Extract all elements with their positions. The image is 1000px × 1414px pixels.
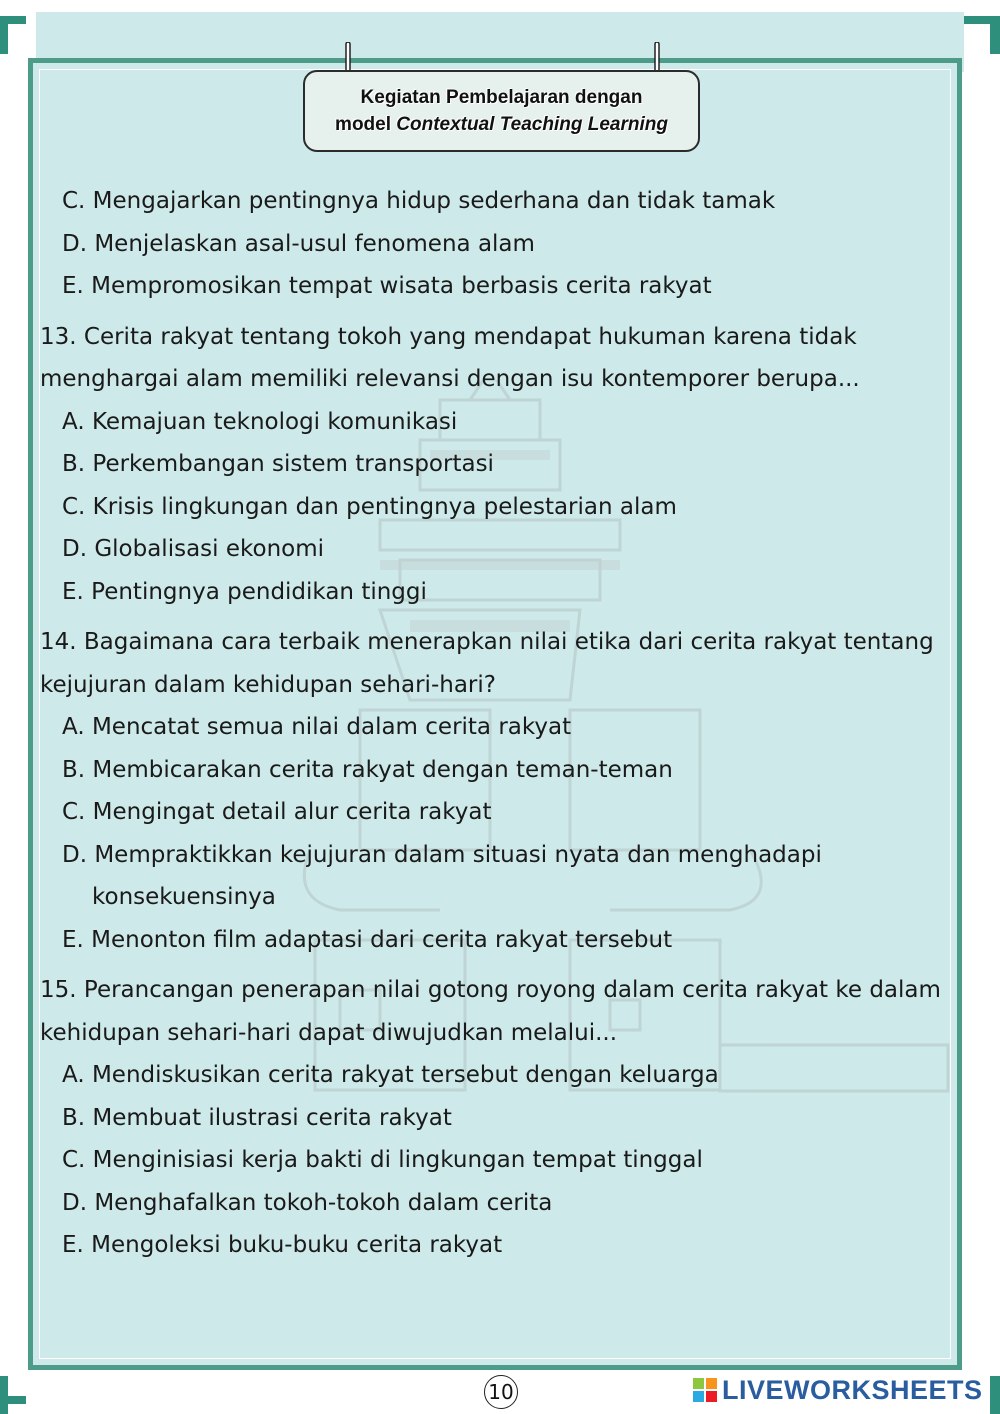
text-line: menghargai alam memiliki relevansi dengan isu kontemporer berupa... (40, 366, 860, 392)
answer-option[interactable]: C. Mengajarkan pentingnya hidup sederhana dan tidak tamak (62, 188, 776, 214)
section-title-line2 (335, 111, 668, 138)
brand-logo (692, 1373, 983, 1407)
answer-option[interactable]: D. Mempraktikkan kejujuran dalam situasi nyata dan menghadapi (62, 841, 822, 868)
answer-option[interactable]: E. Mengoleksi buku-buku cerita rakyat (62, 1232, 503, 1258)
answer-option[interactable]: B. Membicarakan cerita rakyat dengan teman-teman (62, 756, 673, 783)
answer-option[interactable]: D. Menghafalkan tokoh-tokoh dalam cerita (62, 1189, 553, 1216)
question-stem: 14. Bagaimana cara terbaik menerapkan nilai etika dari cerita rakyat tentang (40, 629, 934, 655)
text-line: konsekuensinya (92, 884, 276, 910)
answer-option[interactable]: A. Mencatat semua nilai dalam cerita rakyat (62, 714, 572, 740)
section-title-italic: Contextual Teaching Learning (396, 114, 668, 135)
answer-option[interactable]: E. Mempromosikan tempat wisata berbasis cerita rakyat (62, 273, 712, 299)
text-line: kehidupan sehari-hari dapat diwujudkan melalui... (40, 1019, 618, 1046)
answer-option[interactable]: E. Menonton film adaptasi dari cerita rakyat tersebut (62, 926, 673, 953)
question-stem: 15. Perancangan penerapan nilai gotong royong dalam cerita rakyat ke dalam (40, 977, 941, 1003)
answer-option[interactable]: E. Pentingnya pendidikan tinggi (62, 578, 427, 605)
answer-option[interactable]: C. Krisis lingkungan dan pentingnya pelestarian alam (62, 493, 677, 520)
corner-bottom-right (990, 1376, 1000, 1414)
section-title-prefix: model (335, 114, 391, 135)
answer-option[interactable]: C. Mengingat detail alur cerita rakyat (62, 799, 492, 825)
answer-option[interactable]: C. Menginisiasi kerja bakti di lingkungan tempat tinggal (62, 1147, 703, 1173)
corner-top-right-h (964, 16, 1000, 24)
section-title-line1: Kegiatan Pembelajaran dengan (360, 87, 643, 108)
answer-option[interactable]: A. Kemajuan teknologi komunikasi (62, 408, 458, 435)
page-number: 10 (484, 1375, 518, 1409)
section-title-box (303, 70, 700, 152)
liveworksheets-icon (692, 1377, 718, 1403)
answer-option[interactable]: A. Mendiskusikan cerita rakyat tersebut dengan keluarga (62, 1062, 719, 1088)
answer-option[interactable]: D. Menjelaskan asal-usul fenomena alam (62, 230, 535, 257)
answer-option[interactable]: B. Membuat ilustrasi cerita rakyat (62, 1104, 452, 1131)
corner-top-left-h (0, 16, 26, 24)
brand-name: LIVEWORKSHEETS (722, 1374, 983, 1405)
answer-option[interactable]: B. Perkembangan sistem transportasi (62, 451, 494, 477)
question-content (40, 180, 950, 1267)
text-line: kejujuran dalam kehidupan sehari-hari? (40, 671, 496, 698)
answer-option[interactable]: D. Globalisasi ekonomi (62, 536, 325, 562)
corner-bottom-left-h (0, 1396, 26, 1404)
corner-bottom-left (0, 1376, 8, 1414)
question-stem: 13. Cerita rakyat tentang tokoh yang mendapat hukuman karena tidak (40, 323, 857, 350)
